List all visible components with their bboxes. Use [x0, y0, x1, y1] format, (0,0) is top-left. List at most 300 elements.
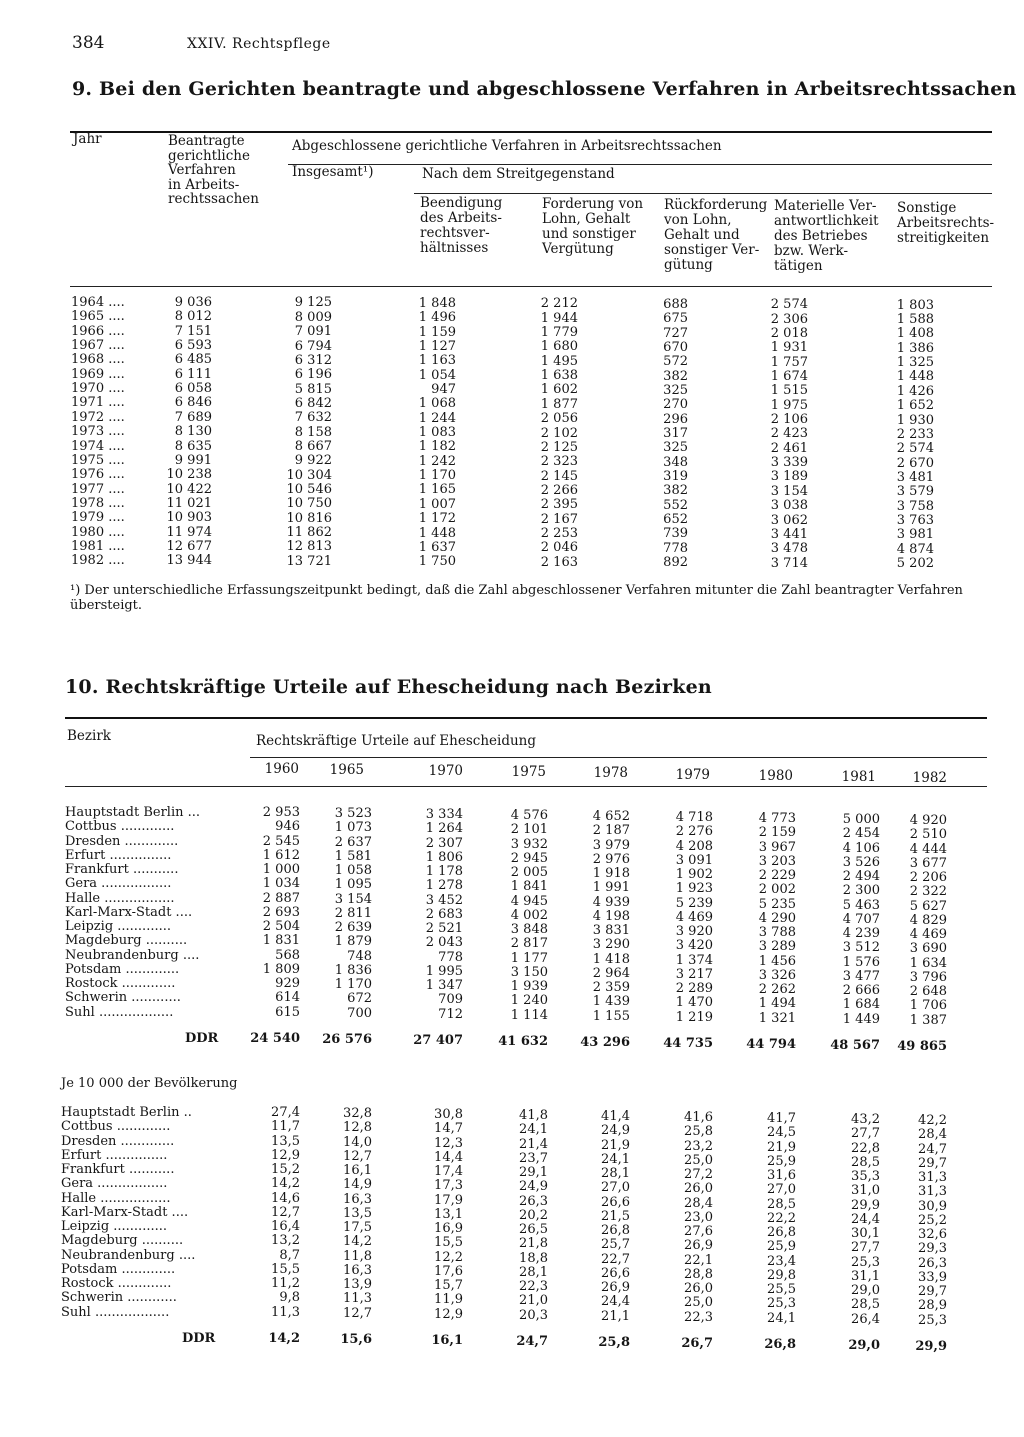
table9-header-col-line: antwortlichkeit: [774, 213, 879, 229]
table10-value-cell: 3 420: [675, 938, 713, 954]
table9-value-cell: 319: [663, 469, 688, 484]
table10-year-header: 1965: [329, 762, 364, 779]
table10-value-cell: 1 923: [675, 881, 713, 897]
table10-rate-cell: 16,3: [343, 1191, 372, 1207]
table10-rate-cell: 25,0: [684, 1152, 713, 1168]
table9-value-cell: 1 757: [770, 354, 808, 370]
table9-header-col-line: Beendigung: [420, 195, 503, 211]
table9-value-cell: 3 189: [770, 469, 808, 485]
table10-rate-cell: 24,4: [601, 1294, 630, 1310]
table9-value-cell: 2 233: [896, 426, 934, 442]
table10-rate-cell: 21,4: [519, 1136, 548, 1152]
table9-year-cell: 1968 ....: [71, 352, 125, 368]
table10-value-cell: 1 581: [334, 848, 372, 864]
table10-value-cell: 1 706: [909, 998, 947, 1014]
table10-value-cell: 2 307: [425, 835, 463, 851]
table10-rate-cell: 14,9: [343, 1177, 372, 1193]
table10-value-cell: 4 469: [909, 927, 947, 942]
table10-value-cell: 1 387: [909, 1012, 947, 1028]
table10-rate-cell: 17,6: [434, 1263, 463, 1279]
table10-value-cell: 614: [275, 990, 300, 1006]
table10-ddr-rate: 16,1: [431, 1332, 463, 1348]
table10-rate-cell: 23,0: [684, 1209, 713, 1225]
table9-value-cell: 8 635: [174, 438, 212, 454]
table9-value-cell: 9 991: [174, 452, 212, 468]
table9-value-cell: 1 408: [896, 326, 934, 342]
table9-year-cell: 1975 ....: [71, 452, 125, 468]
table10-ddr-rate: 29,0: [848, 1337, 880, 1353]
table9-value-cell: 6 196: [294, 367, 332, 383]
table10-bezirk-cell: Schwerin ............: [61, 1290, 177, 1306]
table10-value-cell: 3 477: [842, 968, 880, 984]
table9-value-cell: 10 304: [286, 467, 332, 483]
table10-rate-cell: 28,5: [851, 1154, 880, 1170]
table9-value-cell: 2 125: [540, 439, 578, 455]
table10-value-cell: 1 684: [842, 997, 880, 1013]
table10-rate-cell: 15,5: [434, 1235, 463, 1251]
table10-rate-cell: 22,8: [851, 1140, 880, 1156]
table9-value-cell: 1 159: [418, 324, 456, 340]
table10-value-cell: 5 235: [758, 896, 796, 912]
table9-value-cell: 1 163: [418, 353, 456, 369]
table9-year-cell: 1973 ....: [71, 424, 125, 440]
table9-value-cell: 348: [663, 454, 688, 470]
table10-rate-cell: 22,7: [601, 1251, 630, 1267]
table10-ddr-rate: 24,7: [516, 1333, 548, 1349]
table10-value-cell: 2 648: [909, 984, 947, 999]
table10-value-cell: 1 634: [909, 955, 947, 971]
table9-value-cell: 7 632: [294, 410, 332, 426]
table10-rate-cell: 11,8: [343, 1248, 372, 1264]
table9-value-cell: 1 083: [418, 425, 456, 441]
table10-value-cell: 4 773: [758, 811, 796, 826]
table9-value-cell: 1 170: [418, 468, 456, 484]
table10-value-cell: 4 290: [758, 910, 796, 926]
table10-bezirk-cell: Dresden .............: [61, 1133, 175, 1149]
table9-header-col-line: und sonstiger: [542, 226, 636, 242]
table9-value-cell: 2 167: [540, 511, 578, 527]
table10-rate-cell: 31,3: [918, 1184, 947, 1200]
table9-header-beantragte-line: Verfahren: [168, 162, 236, 178]
table10-rate-cell: 43,2: [851, 1112, 880, 1127]
table10-value-cell: 672: [347, 991, 372, 1007]
table9-value-cell: 6 058: [174, 381, 212, 397]
table10-value-cell: 2 322: [909, 884, 947, 900]
table9-value-cell: 1 680: [540, 339, 578, 355]
table9-value-cell: 3 339: [770, 455, 808, 471]
table10-value-cell: 3 289: [758, 939, 796, 955]
table10-rate-cell: 16,4: [271, 1219, 300, 1234]
table9-value-cell: 12 677: [166, 538, 212, 554]
table10-value-cell: 2 887: [262, 890, 300, 906]
table10-value-cell: 4 576: [510, 808, 548, 823]
table10-value-cell: 615: [275, 1004, 300, 1020]
table10-value-cell: 3 154: [334, 891, 372, 907]
table10-je-label: Je 10 000 der Bevölkerung: [61, 1076, 238, 1091]
table10-ddr-value: 44 794: [746, 1036, 796, 1052]
table9-value-cell: 778: [663, 540, 688, 556]
table10-rate-cell: 32,6: [918, 1227, 947, 1242]
table10-rate-cell: 11,3: [343, 1291, 372, 1307]
table10-rate-cell: 21,8: [519, 1236, 548, 1252]
table10-ddr-rate: 25,8: [598, 1334, 630, 1350]
table9-value-cell: 2 266: [540, 482, 578, 498]
table10-rate-cell: 26,0: [684, 1281, 713, 1296]
table10-value-cell: 2 976: [592, 851, 630, 867]
table9-value-cell: 8 158: [294, 424, 332, 440]
table10-value-cell: 3 831: [592, 923, 630, 938]
table9-value-cell: 10 903: [166, 510, 212, 526]
table10-value-cell: 3 788: [758, 925, 796, 940]
table10-value-cell: 5 239: [675, 895, 713, 911]
table10-rate-cell: 21,9: [767, 1139, 796, 1155]
table10-ddr-rate: 15,6: [340, 1331, 372, 1347]
table10-rate-cell: 24,9: [601, 1123, 630, 1139]
table9-value-cell: 2 106: [770, 412, 808, 428]
table10-year-header: 1980: [758, 767, 793, 784]
table10-value-cell: 3 091: [675, 852, 713, 868]
table10-value-cell: 946: [275, 819, 300, 835]
table10-value-cell: 1 456: [758, 953, 796, 969]
table10-rate-cell: 24,1: [519, 1122, 548, 1138]
table9-value-cell: 6 485: [174, 352, 212, 368]
table9-value-cell: 1 652: [896, 398, 934, 414]
table10-value-cell: 4 945: [510, 893, 548, 909]
table10-rate-cell: 29,3: [918, 1241, 947, 1257]
table10-rate-cell: 18,8: [519, 1250, 548, 1266]
table10-value-cell: 3 920: [675, 924, 713, 939]
table9-value-cell: 9 922: [294, 453, 332, 469]
table9-header-col-line: gütung: [664, 257, 713, 273]
table10-bezirk-cell: Cottbus .............: [61, 1119, 171, 1135]
table10-value-cell: 1 902: [675, 867, 713, 882]
table9-rule-body: [70, 286, 992, 287]
table10-rate-cell: 27,0: [601, 1180, 630, 1196]
table10-bezirk-cell: Karl-Marx-Stadt ....: [65, 904, 193, 920]
table10-rate-cell: 26,5: [519, 1222, 548, 1237]
table9-value-cell: 5 202: [896, 556, 934, 571]
table10-rate-cell: 12,8: [343, 1120, 372, 1136]
table10-bezirk-cell: Hauptstadt Berlin ...: [65, 805, 201, 820]
table9-header-col-line: Lohn, Gehalt: [542, 211, 631, 227]
table10-bezirk-cell: Dresden .............: [65, 833, 179, 849]
table10-value-cell: 709: [438, 992, 463, 1008]
table9-value-cell: 1 602: [540, 382, 578, 398]
table9-value-cell: 6 846: [174, 395, 212, 411]
table10-value-cell: 4 707: [842, 911, 880, 927]
table10-value-cell: 1 240: [510, 993, 548, 1009]
table10-value-cell: 4 469: [675, 909, 713, 925]
table10-value-cell: 3 690: [909, 941, 947, 957]
table9-header-abgeschlossene: Abgeschlossene gerichtliche Verfahren in Arbeitsrechtssachen: [292, 138, 722, 154]
table9-value-cell: 2 212: [540, 296, 578, 312]
table9-value-cell: 2 574: [896, 441, 934, 457]
table10-value-cell: 1 321: [758, 1010, 796, 1026]
table10-value-cell: 929: [275, 976, 300, 991]
table9-value-cell: 1 448: [896, 369, 934, 385]
table10-value-cell: 5 627: [909, 898, 947, 914]
table9-value-cell: 6 111: [174, 366, 212, 382]
table10-rate-cell: 24,1: [767, 1310, 796, 1326]
table10-rate-cell: 26,4: [851, 1311, 880, 1327]
table9-value-cell: 3 981: [896, 527, 934, 543]
table10-rate-cell: 27,7: [851, 1240, 880, 1256]
table9-header-col-line: Rückforderung: [664, 197, 768, 213]
table9-header-col-line: Forderung von: [542, 196, 644, 212]
table10-ddr-rate: 26,8: [764, 1336, 796, 1352]
table9-value-cell: 1 244: [418, 410, 456, 426]
table9-value-cell: 2 395: [540, 497, 578, 513]
table10-value-cell: 1 347: [425, 978, 463, 993]
table10-value-cell: 1 374: [675, 952, 713, 968]
table9-value-cell: 1 750: [418, 554, 456, 570]
table10-rate-cell: 12,7: [343, 1148, 372, 1164]
table10-rate-cell: 17,9: [434, 1192, 463, 1208]
table10-ddr-value: 48 567: [830, 1037, 880, 1053]
table9-value-cell: 670: [663, 339, 688, 355]
table10-rate-cell: 31,0: [851, 1183, 880, 1199]
table10-value-cell: 1 114: [510, 1007, 548, 1023]
table10-ddr-value: 49 865: [897, 1038, 947, 1054]
table9-value-cell: 3 714: [770, 555, 808, 571]
table10-rate-cell: 27,4: [271, 1105, 300, 1120]
table9-value-cell: 10 816: [286, 510, 332, 526]
table10-rate-cell: 27,7: [851, 1126, 880, 1142]
table10-rate-cell: 14,4: [434, 1149, 463, 1165]
table10-bezirk-cell: Erfurt ...............: [65, 847, 172, 863]
table10-bezirk-cell: Leipzig .............: [65, 919, 171, 934]
table10-rate-cell: 17,5: [343, 1220, 372, 1235]
table9-year-cell: 1981 ....: [71, 538, 125, 554]
table9-value-cell: 1 877: [540, 396, 578, 412]
table9-header-col-line: hältnisses: [420, 240, 489, 256]
table10-value-cell: 4 239: [842, 926, 880, 941]
table9-year-cell: 1978 ....: [71, 495, 125, 511]
table9-value-cell: 688: [663, 296, 688, 312]
table10-value-cell: 1 264: [425, 821, 463, 837]
table10-rate-cell: 28,9: [918, 1298, 947, 1314]
table10-rate-cell: 25,9: [767, 1239, 796, 1255]
table9-value-cell: 1 007: [418, 496, 456, 512]
table9-value-cell: 2 102: [540, 425, 578, 441]
table10-rate-cell: 25,3: [918, 1312, 947, 1328]
table10-rate-cell: 21,5: [601, 1208, 630, 1224]
table10-value-cell: 3 203: [758, 853, 796, 869]
table10-rate-cell: 25,9: [767, 1153, 796, 1169]
table10-ddr-value: 44 735: [663, 1035, 713, 1051]
table10-rate-cell: 30,8: [434, 1107, 463, 1122]
table10-value-cell: 3 217: [675, 966, 713, 982]
table10-rate-cell: 41,7: [767, 1111, 796, 1126]
table9-value-cell: 8 009: [294, 309, 332, 325]
table9-header-beantragte: [168, 134, 259, 207]
table10-value-cell: 2 639: [334, 920, 372, 935]
table9-value-cell: 10 422: [166, 481, 212, 497]
table10-ddr-value: 41 632: [498, 1033, 548, 1049]
table10-value-cell: 1 278: [425, 878, 463, 894]
table10-rate-cell: 28,1: [519, 1264, 548, 1280]
table10-rate-cell: 22,2: [767, 1210, 796, 1226]
table9-value-cell: 3 038: [770, 498, 808, 514]
table10-rate-cell: 20,2: [519, 1207, 548, 1223]
table10-bezirk-cell: Rostock .............: [61, 1276, 172, 1291]
table9-value-cell: 1 779: [540, 325, 578, 341]
table10-value-cell: 748: [347, 948, 372, 964]
table10-rate-cell: 28,5: [851, 1297, 880, 1313]
table10-bezirk-cell: Halle .................: [61, 1190, 171, 1206]
table10-rate-cell: 28,4: [918, 1127, 947, 1143]
table9-year-cell: 1969 ....: [71, 366, 125, 382]
table9-year-cell: 1971 ....: [71, 395, 125, 411]
table10-rate-cell: 21,0: [519, 1293, 548, 1309]
table10-rate-cell: 25,5: [767, 1282, 796, 1297]
table9-value-cell: 1 638: [540, 368, 578, 384]
table10-rate-cell: 29,0: [851, 1283, 880, 1298]
table10-rate-cell: 16,3: [343, 1262, 372, 1278]
table10-rate-cell: 14,7: [434, 1121, 463, 1137]
table10-rate-cell: 13,5: [343, 1205, 372, 1221]
table9-value-cell: 7 151: [174, 323, 212, 339]
table10-rate-cell: 14,6: [271, 1190, 300, 1206]
table9-header-forderung: [542, 197, 643, 257]
table10-rate-cell: 26,3: [918, 1255, 947, 1271]
table10-value-cell: 2 159: [758, 825, 796, 841]
table10-value-cell: 2 545: [262, 833, 300, 849]
table10-rate-cell: 29,7: [918, 1155, 947, 1171]
table10-value-cell: 4 829: [909, 912, 947, 928]
table10-value-cell: 2 289: [675, 981, 713, 996]
table9-header-col-line: von Lohn,: [664, 212, 732, 228]
table10-ddr-label: DDR: [185, 1030, 219, 1046]
table9-value-cell: 6 842: [294, 395, 332, 411]
table10-ddr-rate: 26,7: [681, 1335, 713, 1351]
table10-value-cell: 1 418: [592, 951, 630, 967]
table9-value-cell: 296: [663, 411, 688, 427]
table10-value-cell: 2 494: [842, 869, 880, 884]
table10-rate-cell: 9,8: [279, 1290, 300, 1306]
table10-rate-cell: 28,4: [684, 1195, 713, 1211]
table10-rate-cell: 24,9: [519, 1179, 548, 1195]
table10-rate-cell: 25,0: [684, 1295, 713, 1311]
table10-value-cell: 2 953: [262, 805, 300, 820]
table10-value-cell: 3 290: [592, 937, 630, 953]
table10-rate-cell: 26,3: [519, 1193, 548, 1209]
table9-value-cell: 6 794: [294, 338, 332, 354]
table9-value-cell: 1 803: [896, 297, 934, 313]
table10-rate-cell: 26,0: [684, 1181, 713, 1197]
table10-rate-cell: 24,5: [767, 1125, 796, 1141]
table9-value-cell: 8 667: [294, 438, 332, 454]
table10-ddr-label: DDR: [182, 1330, 216, 1346]
table9-rule-group: [288, 164, 992, 165]
table10-bezirk-cell: Gera .................: [61, 1176, 168, 1192]
table9-year-cell: 1964 ....: [71, 295, 125, 310]
table9-value-cell: 6 312: [294, 352, 332, 368]
table9-value-cell: 652: [663, 512, 688, 528]
table9-value-cell: 3 441: [770, 526, 808, 542]
table10-value-cell: 3 326: [758, 967, 796, 983]
table10-rate-cell: 26,8: [601, 1223, 630, 1238]
table10-rate-cell: 25,3: [851, 1254, 880, 1270]
table10-value-cell: 1 836: [334, 962, 372, 978]
table10-ddr-rate: 14,2: [268, 1330, 300, 1346]
table10-value-cell: 1 939: [510, 979, 548, 994]
table10-value-cell: 1 576: [842, 954, 880, 970]
table10-value-cell: 4 198: [592, 908, 630, 924]
table9-header-sonstige: [897, 201, 994, 246]
table9-value-cell: 382: [663, 483, 688, 499]
table9-value-cell: 12 813: [286, 539, 332, 555]
table9-value-cell: 13 721: [286, 553, 332, 569]
table9-value-cell: 3 481: [896, 469, 934, 485]
table10-rate-cell: 25,7: [601, 1237, 630, 1253]
table9-value-cell: 552: [663, 497, 688, 513]
table9-value-cell: 1 931: [770, 340, 808, 356]
table10-bezirk-cell: Potsdam .............: [61, 1261, 176, 1277]
table9-header-col-line: Gehalt und: [664, 227, 740, 243]
table10-ddr-value: 43 296: [580, 1034, 630, 1050]
table10-year-header: 1982: [912, 769, 947, 786]
table10-value-cell: 4 106: [842, 840, 880, 856]
table9-header-col-line: des Arbeits-: [420, 210, 502, 226]
table9-value-cell: 1 054: [418, 367, 456, 383]
table10-value-cell: 2 229: [758, 868, 796, 883]
table9-header-beantragte-line: in Arbeits-: [168, 176, 240, 193]
table10-bezirk-cell: Frankfurt ...........: [65, 862, 179, 877]
table9-header-col-line: bzw. Werk-: [774, 243, 849, 259]
table10-rate-cell: 31,6: [767, 1168, 796, 1183]
table10-value-cell: 3 334: [425, 807, 463, 822]
table10-year-header: 1970: [428, 763, 463, 780]
table10-value-cell: 2 454: [842, 826, 880, 842]
table9-value-cell: 3 062: [770, 512, 808, 528]
table9-value-cell: 1 496: [418, 310, 456, 326]
table9-value-cell: 4 874: [896, 541, 934, 557]
table10-value-cell: 3 796: [909, 969, 947, 985]
table10-ddr-value: 27 407: [413, 1032, 463, 1048]
table9-value-cell: 10 238: [166, 467, 212, 483]
table10-rate-cell: 26,6: [601, 1194, 630, 1210]
table10-bezirk-cell: Halle .................: [65, 890, 175, 906]
table9-year-cell: 1974 ....: [71, 438, 125, 454]
table9-value-cell: 1 944: [540, 310, 578, 326]
table9-header-col-line: Vergütung: [542, 241, 614, 257]
table10-value-cell: 1 170: [334, 977, 372, 992]
table9-header-col-line: rechtsver-: [420, 225, 490, 241]
table9-value-cell: 3 763: [896, 512, 934, 528]
table10-value-cell: 1 995: [425, 963, 463, 979]
table10-value-cell: 2 811: [334, 905, 372, 921]
table10-top-rule: [65, 717, 987, 719]
table10-value-cell: 4 444: [909, 841, 947, 857]
table10-value-cell: 1 439: [592, 994, 630, 1010]
table9-value-cell: 1 172: [418, 511, 456, 527]
table9-header-col-line: Arbeitsrechts-: [897, 215, 995, 231]
table10-bezirk-cell: Hauptstadt Berlin ..: [61, 1105, 192, 1120]
table9-value-cell: 2 306: [770, 311, 808, 327]
table9-year-cell: 1970 ....: [71, 381, 125, 397]
table10-rate-cell: 22,3: [519, 1279, 548, 1294]
table10-value-cell: 1 034: [262, 876, 300, 892]
table10-bezirk-cell: Neubrandenburg ....: [65, 947, 200, 963]
table10-rate-cell: 28,8: [684, 1266, 713, 1282]
table10-rate-cell: 15,2: [271, 1162, 300, 1177]
table10-value-cell: 2 300: [842, 883, 880, 899]
table9-value-cell: 2 670: [896, 455, 934, 471]
table9-value-cell: 1 165: [418, 482, 456, 498]
table9-footnote: ¹) Der unterschiedliche Erfassungszeitpunkt bedingt, daß die Zahl abgeschlossener Verfahren mitunter die Zahl beantragter Verfahren übersteigt.: [70, 583, 963, 613]
table10-bezirk-cell: Schwerin ............: [65, 990, 181, 1006]
